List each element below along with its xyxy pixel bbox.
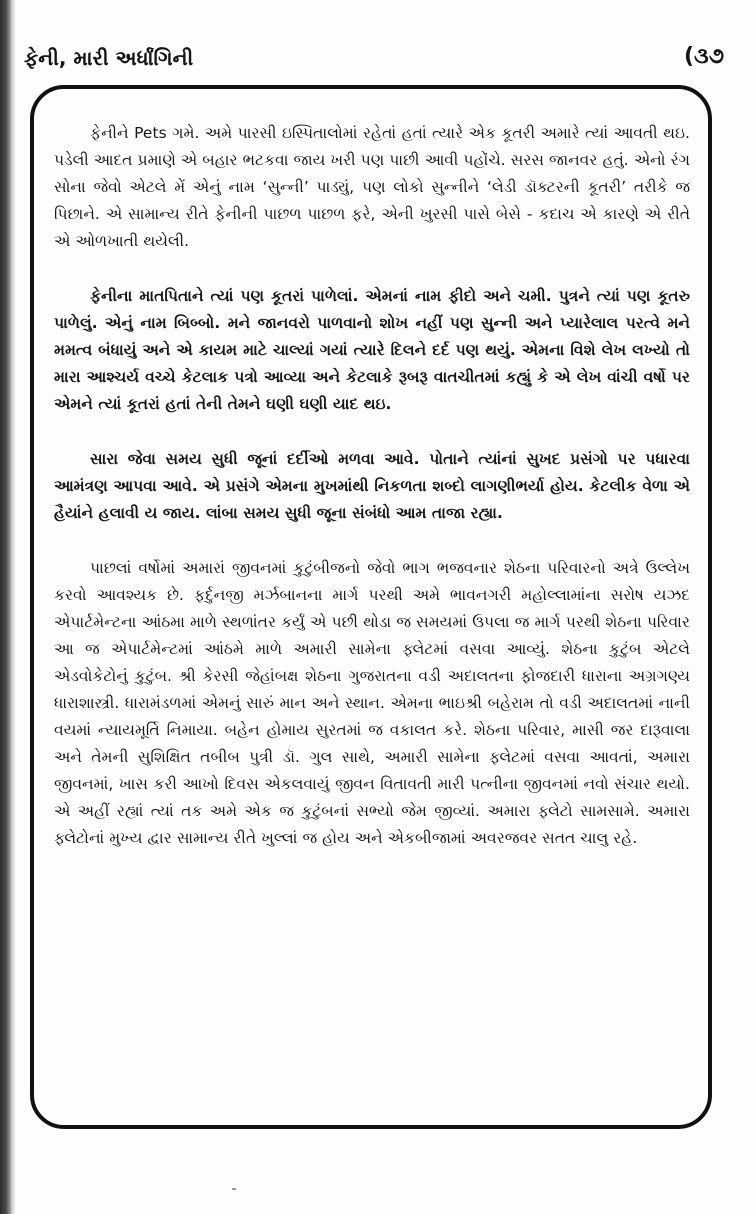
body-text xyxy=(54,120,690,880)
running-header xyxy=(24,38,724,78)
print-speck xyxy=(232,1188,236,1190)
paragraph-pets: ફેનીને Pets ગમે. અમે પારસી ઇસ્પિતાલોમાં રહેતાં હતાં ત્યારે એક કૂતરી અમારે ત્યાં આવતી થઇ. પડેલી આદત પ્રમાણે એ બહાર ભટકવા જાય ખરી પણ પાછી આવી પહોંચે. સરસ જાનવર હતું. એનો રંગ સોના જેવો એટલે મેં એનું નામ ‘સુન્ની’ પાડ્યું, પણ લોકો સુન્નીને ‘લેડી ડૉક્ટરની કૂતરી’ તરીકે જ પિછાને. એ સામાન્ય રીતે ફેનીની પાછળ પાછળ ફરે, એની ખુરસી પાસે બેસે - કદાચ એ કારણે એ રીતે એ ઓળખાતી થયેલી. xyxy=(54,124,690,250)
running-title: ફેની, મારી અર્ધાંગિની xyxy=(24,46,194,70)
book-gutter xyxy=(11,0,15,1214)
paragraph-family-dogs: ફેનીના માતપિતાને ત્યાં પણ કૂતરાં પાળેલાં. એમનાં નામ ફીદો અને ચમી. પુત્રને ત્યાં પણ કૂતરુ પાળેલું. એનું નામ બિબ્બો. મને જાનવરો પાળવાનો શોખ નહીં પણ સુન્ની અને પ્યારેલાલ પરત્વે મને મમત્વ બંધાયું અને એ કાયમ માટે ચાલ્યાં ગયાં ત્યારે દિલને દર્દ પણ થયું. એમના વિશે લેખ લખ્યો તો મારા આશ્ચર્ય વચ્ચે કેટલાક પત્રો આવ્યા અને કેટલાકે રૂબરૂ વાતચીતમાં કહ્યું કે એ લેખ વાંચી વર્ષો પર એમને ત્યાં કૂતરાં હતાં તેની તેમને ઘણી ઘણી યાદ થઇ. xyxy=(54,287,690,413)
paragraph-shethna-family: પાછલાં વર્ષોમાં અમારાં જીવનમાં કુટુંબીજનો જેવો ભાગ ભજવનાર શેઠના પરિવારનો અત્રે ઉલ્લેખ કરવો આવશ્યક છે. ફર્દુનજી મર્ઝબાનના માર્ગ પરથી અમે ભાવનગરી મહોલ્લામાંના સરોષ યઝદ એપાર્ટમેન્ટના આંઠમા માળે સ્થળાંતર કર્યું એ પછી થોડા જ સમયમાં ઉપલા જ માર્ગ પરથી શેઠના પરિવાર આ જ એપાર્ટમેન્ટમાં આંઠમે માળે અમારી સામેના ફ્લેટમાં વસવા આવ્યું. શેઠના કુટુંબ એટલે એડવોકેટોનું કુટુંબ. શ્રી કેરસી જેહાંબક્ષ શેઠના ગુજરાતના વડી અદાલતના ફોજદારી ધારાના અગ્રગણ્ય ધારાશાસ્ત્રી. ધારામંડળમાં એમનું સારું માન અને સ્થાન. એમના ભાઇશ્રી બહેરામ તો વડી અદાલતમાં નાની વયમાં ન્યાયમૂર્તિ નિમાયા. બહેન હોમાય સુરતમાં જ વકાલત કરે. શેઠના પરિવાર, માસી જર દારૂવાલા અને તેમની સુશિક્ષિત તબીબ પુત્રી ડૉ. ગુલ સાથે, અમારી સામેના ફ્લેટમાં વસવા આવતાં, અમારા જીવનમાં, ખાસ કરી આખો દિવસ એકલવાયું જીવન વિતાવતી મારી પત્નીના જીવનમાં નવો સંચાર થયો. એ અહીં રહ્યાં ત્યાં તક અમે એક જ કુટુંબનાં સભ્યો જેમ જીવ્યાં. અમારા ફ્લેટો સામસામે. અમારા ફ્લેટોનાં મુખ્ય દ્વાર સામાન્ય રીતે ખુલ્લાં જ હોય અને એકબીજામાં અવરજવર સતત ચાલુ રહે. xyxy=(54,559,690,847)
paragraph-old-patients: સારા જેવા સમય સુધી જૂનાં દર્દીઓ મળવા આવે. પોતાને ત્યાંનાં સુખદ પ્રસંગો પર પધારવા આમંત્રણ આપવા આવે. એ પ્રસંગે એમના મુખમાંથી નિકળતા શબ્દો લાગણીભર્યા હોય. કેટલીક વેળા એ હૈયાંને હલાવી ય જાય. લાંબા સમય સુધી જૂના સંબંધો આમ તાજા રહ્યા. xyxy=(54,450,690,522)
page-number: (૩૭ xyxy=(684,44,724,69)
